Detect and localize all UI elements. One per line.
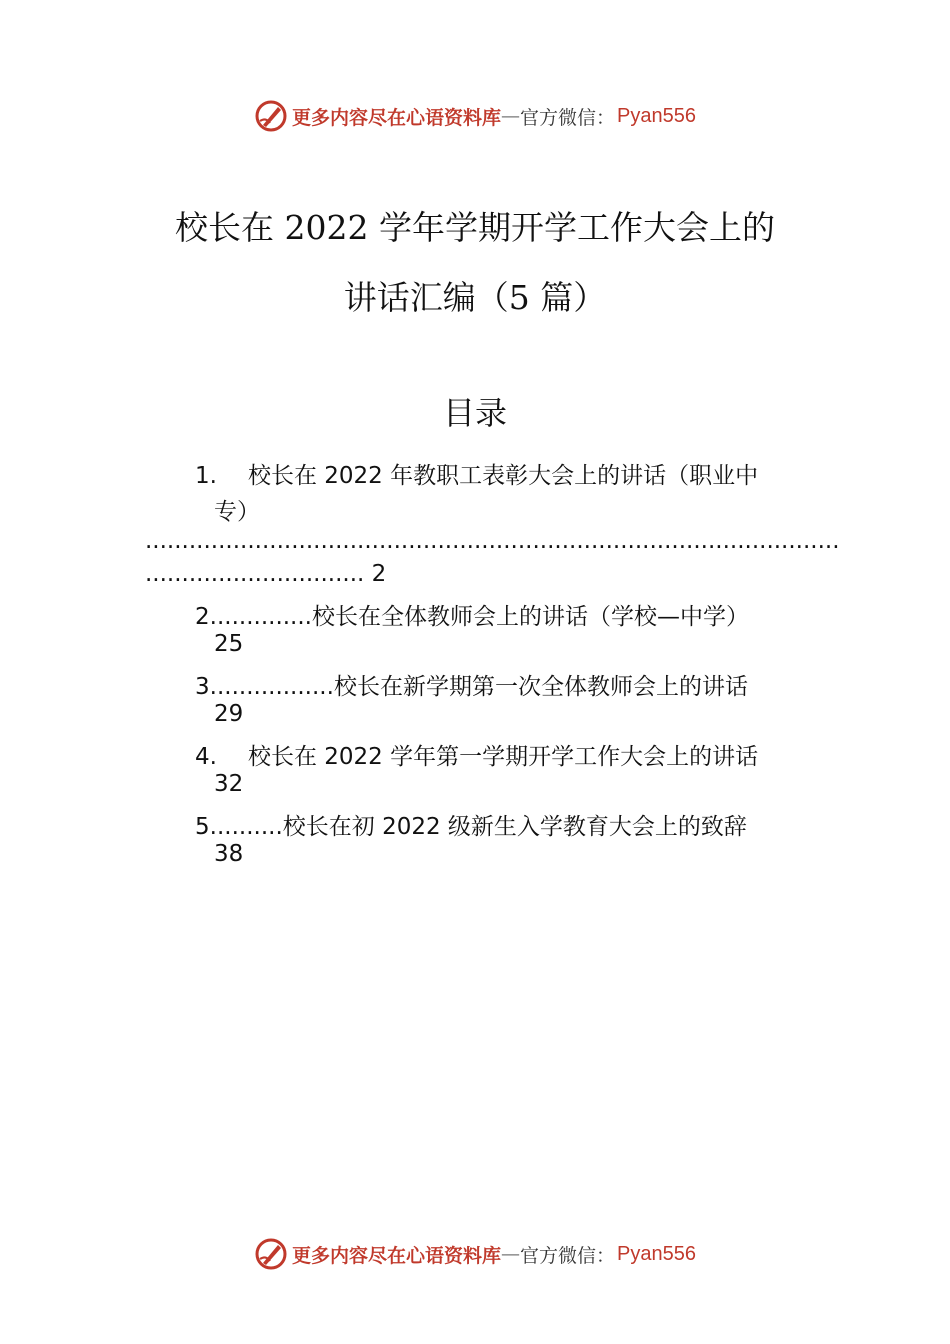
toc-item-5-page[interactable]: 38 xyxy=(214,841,244,867)
toc-item-3-page[interactable]: 29 xyxy=(214,701,244,727)
banner-brand-text: 更多内容尽在心语资料库 xyxy=(292,1244,502,1267)
banner-wechat-id: Pyan556 xyxy=(617,104,696,127)
toc-item-title: 校长在初 2022 级新生入学教育大会上的致辞 xyxy=(282,814,747,840)
toc-item-1-line4[interactable] xyxy=(145,561,386,587)
toc-item-4-page[interactable]: 32 xyxy=(214,771,244,797)
toc-item-title: 校长在全体教师会上的讲话（学校—中学） xyxy=(312,604,749,630)
toc-item-page: 2 xyxy=(371,561,387,587)
toc-item-leader-dots: .............. xyxy=(209,604,312,630)
quill-logo-icon xyxy=(254,99,288,133)
toc-item-1-leader-dots: ............................................................................................... xyxy=(145,528,840,554)
toc-item-1-line2[interactable] xyxy=(214,493,260,526)
banner-brand-text: 更多内容尽在心语资料库 xyxy=(292,106,502,129)
toc-item-leader-dots: .......... xyxy=(209,814,283,840)
toc-item-3[interactable] xyxy=(195,668,748,701)
banner-wechat-id: Pyan556 xyxy=(617,1242,696,1265)
quill-logo-icon xyxy=(254,1237,288,1271)
banner-wechat-label: 官方微信： xyxy=(520,1244,616,1267)
toc-item-title: 校长在 2022 学年第一学期开学工作大会上的讲话 xyxy=(247,744,759,770)
toc-item-number: 2 xyxy=(195,604,210,630)
toc-item-number: 1. xyxy=(195,463,217,489)
toc-item-number: 3 xyxy=(195,674,210,700)
toc-item-5[interactable] xyxy=(195,808,747,841)
banner-separator: — xyxy=(501,105,521,127)
document-title-line2: 讲话汇编（5 篇） xyxy=(343,278,607,317)
banner-wechat-label: 官方微信： xyxy=(520,106,616,129)
toc-item-title: 校长在新学期第一次全体教师会上的讲话 xyxy=(333,674,748,700)
document-title-line1: 校长在 2022 学年学期开学工作大会上的 xyxy=(175,208,775,247)
banner-separator: — xyxy=(501,1243,521,1265)
footer-banner xyxy=(0,1234,950,1274)
toc-heading: 目录 xyxy=(442,394,507,432)
toc-item-2[interactable] xyxy=(195,598,749,631)
toc-item-number: 4. xyxy=(195,744,217,770)
toc-item-2-page[interactable]: 25 xyxy=(214,631,244,657)
toc-item-leader-dots: ................. xyxy=(209,674,334,700)
toc-item-leader-dots: .............................. xyxy=(145,561,365,587)
toc-item-title-continued: 专） xyxy=(214,499,260,525)
toc-item-4[interactable] xyxy=(195,738,758,771)
toc-item-1-line1[interactable] xyxy=(195,457,758,490)
toc-item-number: 5 xyxy=(195,814,210,840)
header-banner xyxy=(0,96,950,136)
toc-item-title: 校长在 2022 年教职工表彰大会上的讲话（职业中 xyxy=(247,463,759,489)
